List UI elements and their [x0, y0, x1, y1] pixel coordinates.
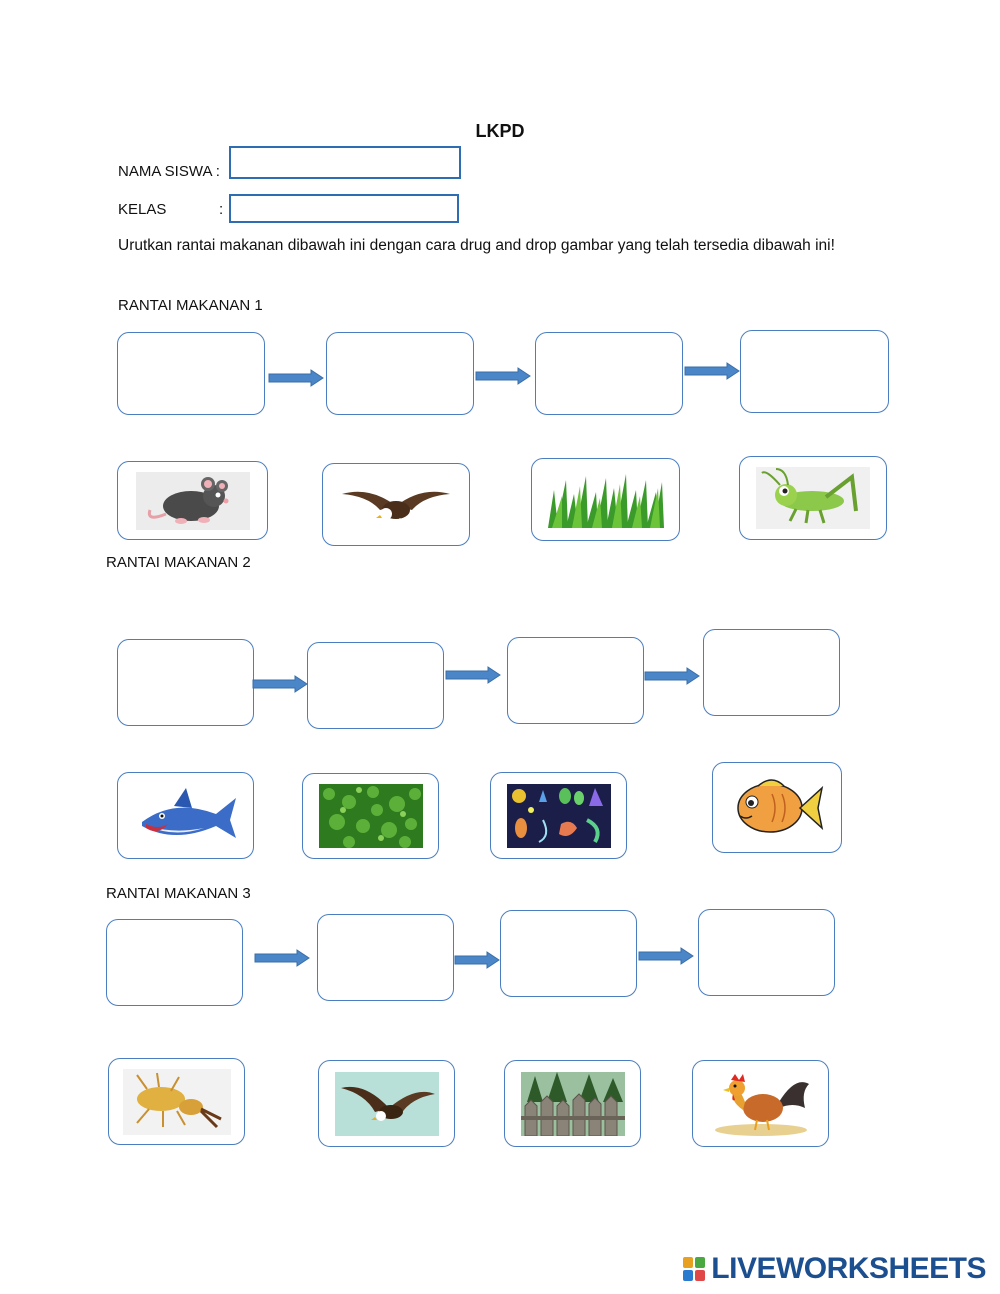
- eagle-image[interactable]: [322, 463, 470, 546]
- fish-image[interactable]: [712, 762, 842, 853]
- chain-1-drop-slot-2[interactable]: [326, 332, 474, 415]
- chain-1-drop-slot-3[interactable]: [535, 332, 683, 415]
- grass-image[interactable]: [531, 458, 680, 541]
- chain-1-drop-slot-4[interactable]: [740, 330, 889, 413]
- name-label: NAMA SISWA :: [118, 163, 220, 180]
- eagle-image[interactable]: [318, 1060, 455, 1147]
- chain-2-arrow-1: [252, 675, 308, 693]
- instructions-text: Urutkan rantai makanan dibawah ini dengan cara drug and drop gambar yang telah tersedia dibawah ini!: [118, 237, 835, 254]
- chain-3-arrow-2: [454, 951, 500, 969]
- chain-3-drop-slot-4[interactable]: [698, 909, 835, 996]
- brand-text: LIVEWORKSHEETS: [711, 1252, 986, 1285]
- class-label: KELAS: [118, 201, 167, 218]
- chain-1-drop-slot-1[interactable]: [117, 332, 265, 415]
- student-name-input[interactable]: [229, 146, 461, 179]
- chain-3-drop-slot-3[interactable]: [500, 910, 637, 997]
- chain-3-drop-slot-2[interactable]: [317, 914, 454, 1001]
- liveworksheets-logo: [683, 1252, 986, 1286]
- mouse-image[interactable]: [117, 461, 268, 540]
- liveworksheets-icon: [683, 1257, 705, 1281]
- class-colon: :: [219, 201, 224, 218]
- chain-3-arrow-1: [254, 949, 310, 967]
- grasshopper-image[interactable]: [739, 456, 887, 540]
- wood-fence-image[interactable]: [504, 1060, 641, 1147]
- chain-2-arrow-2: [445, 666, 501, 684]
- seaweed-image[interactable]: [302, 773, 439, 859]
- chain-3-label: RANTAI MAKANAN 3: [106, 885, 251, 902]
- shark-image[interactable]: [117, 772, 254, 859]
- chain-1-arrow-1: [268, 369, 324, 387]
- termite-image[interactable]: [108, 1058, 245, 1145]
- chain-1-arrow-2: [475, 367, 531, 385]
- plankton-image[interactable]: [490, 772, 627, 859]
- chain-1-arrow-3: [684, 362, 740, 380]
- chain-2-drop-slot-4[interactable]: [703, 629, 840, 716]
- class-input[interactable]: [229, 194, 459, 223]
- rooster-image[interactable]: [692, 1060, 829, 1147]
- chain-2-label: RANTAI MAKANAN 2: [106, 554, 251, 571]
- chain-1-label: RANTAI MAKANAN 1: [118, 297, 263, 314]
- chain-2-drop-slot-2[interactable]: [307, 642, 444, 729]
- chain-3-drop-slot-1[interactable]: [106, 919, 243, 1006]
- chain-2-drop-slot-1[interactable]: [117, 639, 254, 726]
- chain-2-drop-slot-3[interactable]: [507, 637, 644, 724]
- chain-3-arrow-3: [638, 947, 694, 965]
- page-title: LKPD: [475, 121, 525, 141]
- chain-2-arrow-3: [644, 667, 700, 685]
